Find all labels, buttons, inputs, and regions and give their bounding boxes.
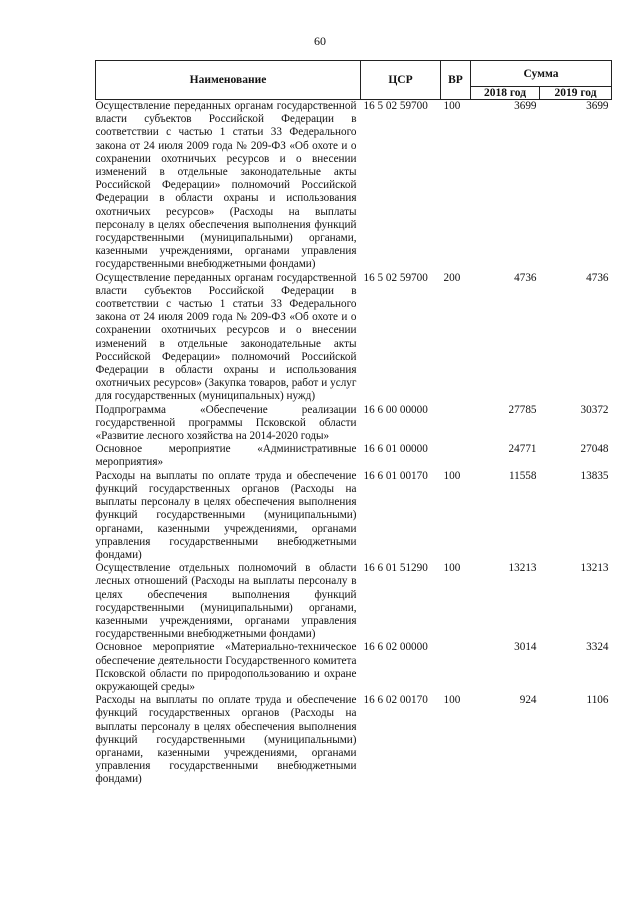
row-vr: 200 <box>443 271 461 284</box>
row-sum-2019: 27048 <box>580 443 609 456</box>
row-sum-2018: 11558 <box>508 469 537 482</box>
page-number: 60 <box>314 34 326 48</box>
row-sum-2018: 27785 <box>508 403 537 416</box>
row-csr: 16 5 02 59700 <box>363 271 428 284</box>
row-name: Подпрограмма «Обеспечение реализации государственной программы Псковской области «Развитие лесного хозяйства на 2014-2020 годы» <box>95 403 357 443</box>
row-vr <box>441 641 471 694</box>
header-year-2018: 2018 год <box>471 87 540 100</box>
table-row <box>96 443 612 469</box>
row-csr: 16 6 01 00000 <box>363 443 428 456</box>
row-name: Осуществление отдельных полномочий в области лесных отношений (Расходы на выплаты персоналу в целях обеспечения выполнения функций государственными (муниципальными) органами, казенными учреждениями, органами управления государственными внебюджетными фондами) <box>95 562 357 641</box>
row-csr: 16 6 01 00170 <box>363 469 428 482</box>
table-header <box>96 61 612 100</box>
row-sum-2019: 4736 <box>586 271 609 284</box>
row-sum-2019: 3324 <box>586 641 609 654</box>
header-name: Наименование <box>96 61 361 100</box>
header-sum: Сумма <box>471 61 612 87</box>
row-csr: 16 6 00 00000 <box>363 403 428 416</box>
row-csr: 16 6 02 00170 <box>363 694 428 707</box>
row-sum-2018: 3014 <box>514 641 537 654</box>
row-vr <box>441 404 471 444</box>
row-name: Основное мероприятие «Материально-техническое обеспечение деятельности Государственного комитета Псковской области по природопользованию и охране окружающей среды» <box>95 641 357 693</box>
row-csr: 16 5 02 59700 <box>363 100 428 112</box>
row-sum-2019: 13835 <box>580 469 609 482</box>
row-name: Осуществление переданных органам государственной власти субъектов Российской Федерации в соответствии с частью 1 статьи 33 Федерального закона от 24 июля 2009 года № 209-ФЗ «Об охоте и о сохранении охотничьих ресурсов и о внесении изменений в отдельные законодательные акты Российской Федерации» полномочий Российской Федерации в области охраны и использования охотничьих ресурсов» (Закупка товаров, работ и услуг для государственных (муниципальных) нужд) <box>95 271 357 403</box>
table-row <box>96 100 612 272</box>
budget-table <box>95 60 612 787</box>
table-row <box>96 562 612 641</box>
table-row <box>96 272 612 404</box>
row-csr: 16 6 01 51290 <box>363 562 428 575</box>
row-name: Основное мероприятие «Административные мероприятия» <box>95 443 357 469</box>
row-sum-2019: 13213 <box>580 562 609 575</box>
row-vr: 100 <box>443 100 461 112</box>
table-row <box>96 641 612 694</box>
row-name: Осуществление переданных органам государственной власти субъектов Российской Федерации в соответствии с частью 1 статьи 33 Федерального закона от 24 июля 2009 года № 209-ФЗ «Об охоте и о сохранении охотничьих ресурсов и о внесении изменений в отдельные законодательные акты Российской Федерации» полномочий Российской Федерации в области охраны и использования охотничьих ресурсов» (Расходы на выплаты персоналу в целях обеспечения выполнения функций государственными (муниципальными) органами, казенными учреждениями, органами управления государственными внебюджетными фондами) <box>95 100 357 271</box>
row-sum-2018: 3699 <box>514 100 537 112</box>
header-year-2019: 2019 год <box>540 87 612 100</box>
row-sum-2018: 13213 <box>508 562 537 575</box>
row-sum-2018: 24771 <box>508 443 537 456</box>
row-sum-2018: 4736 <box>514 271 537 284</box>
row-vr: 100 <box>443 469 461 482</box>
row-name: Расходы на выплаты по оплате труда и обеспечение функций государственных органов (Расходы на выплаты персоналу в целях обеспечения выполнения функций государственными (муниципальными) органами, казенными учреждениями, органами управления государственными внебюджетными фондами) <box>95 469 357 561</box>
row-csr: 16 6 02 00000 <box>363 641 428 654</box>
row-sum-2019: 3699 <box>586 100 609 112</box>
row-name: Расходы на выплаты по оплате труда и обеспечение функций государственных органов (Расходы на выплаты персоналу в целях обеспечения выполнения функций государственными (муниципальными) органами, казенными учреждениями, органами управления государственными внебюджетными фондами) <box>95 694 357 786</box>
row-vr: 100 <box>443 694 461 707</box>
header-csr: ЦСР <box>361 61 441 100</box>
row-sum-2018: 924 <box>519 694 537 707</box>
row-vr <box>441 443 471 469</box>
header-vr: ВР <box>441 61 471 100</box>
row-sum-2019: 30372 <box>580 403 609 416</box>
table-row <box>96 470 612 562</box>
table-row <box>96 404 612 444</box>
table-row <box>96 694 612 786</box>
row-sum-2019: 1106 <box>586 694 609 707</box>
row-vr: 100 <box>443 562 461 575</box>
